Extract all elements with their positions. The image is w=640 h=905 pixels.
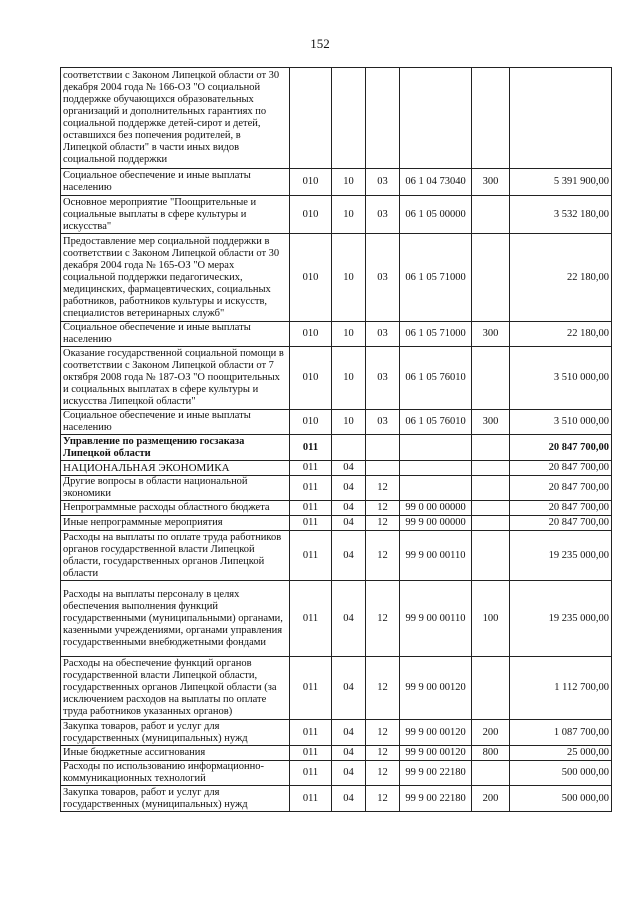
row-subsection-cell: 12 [366, 581, 400, 657]
row-section-cell: 10 [332, 169, 366, 196]
table-row [61, 68, 612, 169]
budget-table-body [61, 68, 612, 812]
row-subsection-cell: 12 [366, 720, 400, 746]
row-expense-type-cell [472, 196, 510, 234]
table-row [61, 531, 612, 581]
row-amount-cell: 20 847 700,00 [510, 461, 612, 476]
row-admin-code-cell: 011 [290, 746, 332, 761]
row-expense-type-cell [472, 347, 510, 410]
row-admin-code-cell: 011 [290, 516, 332, 531]
row-target-article-cell: 99 0 00 00000 [400, 501, 472, 516]
row-admin-code-cell: 011 [290, 786, 332, 812]
row-target-article-cell: 06 1 05 00000 [400, 196, 472, 234]
row-expense-type-cell: 200 [472, 786, 510, 812]
row-target-article-cell: 99 9 00 00110 [400, 531, 472, 581]
table-row [61, 581, 612, 657]
row-target-article-cell: 99 9 00 00120 [400, 720, 472, 746]
row-section-cell: 04 [332, 786, 366, 812]
row-target-article-cell: 99 9 00 00120 [400, 657, 472, 720]
row-name-cell: Иные непрограммные мероприятия [61, 516, 290, 531]
row-section-cell: 04 [332, 461, 366, 476]
row-subsection-cell: 12 [366, 516, 400, 531]
row-name-cell: Социальное обеспечение и иные выплаты населению [61, 410, 290, 435]
row-amount-cell: 500 000,00 [510, 761, 612, 786]
row-name-cell: Управление по размещению госзаказа Липецкой области [61, 435, 290, 461]
row-admin-code-cell: 011 [290, 435, 332, 461]
table-row [61, 461, 612, 476]
row-target-article-cell: 99 9 00 00000 [400, 516, 472, 531]
row-name-cell: Социальное обеспечение и иные выплаты населению [61, 169, 290, 196]
table-row [61, 761, 612, 786]
row-admin-code-cell: 011 [290, 761, 332, 786]
row-target-article-cell: 99 9 00 00110 [400, 581, 472, 657]
row-expense-type-cell [472, 68, 510, 169]
row-target-article-cell: 06 1 04 73040 [400, 169, 472, 196]
row-name-cell: Основное мероприятие "Поощрительные и социальные выплаты в сфере культуры и искусства" [61, 196, 290, 234]
row-amount-cell: 20 847 700,00 [510, 435, 612, 461]
row-name-cell: Расходы на обеспечение функций органов государственной власти Липецкой области, государственных органов Липецкой области (за исключением расходов на выплаты по оплате труда работников указанных органов) [61, 657, 290, 720]
row-subsection-cell: 12 [366, 746, 400, 761]
row-target-article-cell: 99 9 00 00120 [400, 746, 472, 761]
row-target-article-cell [400, 435, 472, 461]
row-admin-code-cell: 011 [290, 531, 332, 581]
row-subsection-cell [366, 461, 400, 476]
row-amount-cell: 3 532 180,00 [510, 196, 612, 234]
row-name-cell: Закупка товаров, работ и услуг для государственных (муниципальных) нужд [61, 720, 290, 746]
row-expense-type-cell [472, 657, 510, 720]
row-name-cell: Предоставление мер социальной поддержки в соответствии с Законом Липецкой области от 30 декабря 2004 года № 165-ОЗ "О мерах социальной поддержки педагогических, медицинских, фармацевтических, социальных работников, работников культуры и искусств, специалистов ветеринарных служб" [61, 234, 290, 322]
row-section-cell: 04 [332, 720, 366, 746]
row-admin-code-cell: 010 [290, 196, 332, 234]
row-section-cell: 04 [332, 531, 366, 581]
row-expense-type-cell [472, 761, 510, 786]
row-target-article-cell [400, 461, 472, 476]
table-row [61, 196, 612, 234]
row-admin-code-cell: 011 [290, 461, 332, 476]
row-admin-code-cell: 010 [290, 347, 332, 410]
row-amount-cell: 20 847 700,00 [510, 516, 612, 531]
row-section-cell: 04 [332, 476, 366, 501]
budget-table [60, 67, 612, 812]
row-admin-code-cell: 011 [290, 720, 332, 746]
table-row [61, 786, 612, 812]
page-number: 152 [310, 36, 330, 51]
row-admin-code-cell: 011 [290, 657, 332, 720]
row-target-article-cell: 99 9 00 22180 [400, 786, 472, 812]
row-name-cell: соответствии с Законом Липецкой области от 30 декабря 2004 года № 166-ОЗ "О социальной поддержке обучающихся образовательных организаций и дополнительных гарантиях по социальной поддержке детей-сирот и детей, оставшихся без попечения родителей, в Липецкой области" в части иных видов социальной поддержки [61, 68, 290, 169]
row-amount-cell: 22 180,00 [510, 322, 612, 347]
row-target-article-cell: 06 1 05 71000 [400, 322, 472, 347]
row-section-cell: 04 [332, 501, 366, 516]
table-row [61, 347, 612, 410]
row-section-cell: 10 [332, 347, 366, 410]
row-section-cell: 04 [332, 516, 366, 531]
row-name-cell: Другие вопросы в области национальной экономики [61, 476, 290, 501]
row-expense-type-cell [472, 476, 510, 501]
row-amount-cell: 500 000,00 [510, 786, 612, 812]
row-expense-type-cell: 300 [472, 169, 510, 196]
row-subsection-cell: 12 [366, 786, 400, 812]
row-subsection-cell: 03 [366, 347, 400, 410]
row-subsection-cell: 12 [366, 476, 400, 501]
row-admin-code-cell: 011 [290, 501, 332, 516]
row-amount-cell: 19 235 000,00 [510, 531, 612, 581]
row-target-article-cell [400, 476, 472, 501]
row-subsection-cell: 03 [366, 196, 400, 234]
table-row [61, 435, 612, 461]
row-subsection-cell [366, 68, 400, 169]
row-expense-type-cell [472, 501, 510, 516]
table-row [61, 169, 612, 196]
row-amount-cell: 5 391 900,00 [510, 169, 612, 196]
row-target-article-cell: 99 9 00 22180 [400, 761, 472, 786]
row-name-cell: Закупка товаров, работ и услуг для государственных (муниципальных) нужд [61, 786, 290, 812]
row-name-cell: Непрограммные расходы областного бюджета [61, 501, 290, 516]
row-subsection-cell: 03 [366, 410, 400, 435]
row-expense-type-cell [472, 234, 510, 322]
row-section-cell: 04 [332, 581, 366, 657]
row-subsection-cell: 12 [366, 531, 400, 581]
table-row [61, 234, 612, 322]
row-expense-type-cell [472, 461, 510, 476]
row-section-cell [332, 68, 366, 169]
row-expense-type-cell [472, 531, 510, 581]
row-target-article-cell: 06 1 05 71000 [400, 234, 472, 322]
row-subsection-cell: 12 [366, 761, 400, 786]
row-section-cell: 04 [332, 761, 366, 786]
row-section-cell: 10 [332, 234, 366, 322]
row-amount-cell [510, 68, 612, 169]
row-subsection-cell: 12 [366, 657, 400, 720]
row-section-cell [332, 435, 366, 461]
row-amount-cell: 25 000,00 [510, 746, 612, 761]
row-admin-code-cell: 011 [290, 581, 332, 657]
table-row [61, 746, 612, 761]
table-row [61, 657, 612, 720]
row-name-cell: Расходы на выплаты персоналу в целях обеспечения выполнения функций государственными (муниципальными) органами, казенными учреждениями, органами управления государственными внебюджетными фондами [61, 581, 290, 657]
row-amount-cell: 20 847 700,00 [510, 501, 612, 516]
row-amount-cell: 3 510 000,00 [510, 410, 612, 435]
row-name-cell: НАЦИОНАЛЬНАЯ ЭКОНОМИКА [61, 461, 290, 476]
row-admin-code-cell: 010 [290, 234, 332, 322]
row-subsection-cell: 03 [366, 169, 400, 196]
row-subsection-cell: 03 [366, 322, 400, 347]
row-admin-code-cell: 010 [290, 410, 332, 435]
row-admin-code-cell: 011 [290, 476, 332, 501]
row-amount-cell: 1 087 700,00 [510, 720, 612, 746]
row-name-cell: Иные бюджетные ассигнования [61, 746, 290, 761]
table-row [61, 322, 612, 347]
row-name-cell: Расходы на выплаты по оплате труда работников органов государственной власти Липецкой области, государственных органов Липецкой области [61, 531, 290, 581]
table-row [61, 516, 612, 531]
row-expense-type-cell: 800 [472, 746, 510, 761]
row-expense-type-cell [472, 516, 510, 531]
row-amount-cell: 20 847 700,00 [510, 476, 612, 501]
row-admin-code-cell: 010 [290, 322, 332, 347]
row-name-cell: Социальное обеспечение и иные выплаты населению [61, 322, 290, 347]
table-row [61, 476, 612, 501]
row-expense-type-cell: 200 [472, 720, 510, 746]
row-target-article-cell: 06 1 05 76010 [400, 410, 472, 435]
table-row [61, 720, 612, 746]
row-amount-cell: 1 112 700,00 [510, 657, 612, 720]
row-target-article-cell [400, 68, 472, 169]
row-admin-code-cell: 010 [290, 169, 332, 196]
row-expense-type-cell: 100 [472, 581, 510, 657]
row-subsection-cell: 12 [366, 501, 400, 516]
row-section-cell: 10 [332, 322, 366, 347]
row-amount-cell: 22 180,00 [510, 234, 612, 322]
row-subsection-cell [366, 435, 400, 461]
row-amount-cell: 19 235 000,00 [510, 581, 612, 657]
row-section-cell: 10 [332, 196, 366, 234]
row-amount-cell: 3 510 000,00 [510, 347, 612, 410]
row-name-cell: Расходы по использованию информационно-коммуникационных технологий [61, 761, 290, 786]
row-expense-type-cell: 300 [472, 322, 510, 347]
row-expense-type-cell: 300 [472, 410, 510, 435]
row-section-cell: 10 [332, 410, 366, 435]
table-row [61, 410, 612, 435]
row-subsection-cell: 03 [366, 234, 400, 322]
row-section-cell: 04 [332, 657, 366, 720]
row-section-cell: 04 [332, 746, 366, 761]
row-target-article-cell: 06 1 05 76010 [400, 347, 472, 410]
table-row [61, 501, 612, 516]
row-admin-code-cell [290, 68, 332, 169]
row-name-cell: Оказание государственной социальной помощи в соответствии с Законом Липецкой области от 7 октября 2008 года № 187-ОЗ "О поощрительных и социальных выплатах в сфере культуры и искусства Липецкой области" [61, 347, 290, 410]
row-expense-type-cell [472, 435, 510, 461]
